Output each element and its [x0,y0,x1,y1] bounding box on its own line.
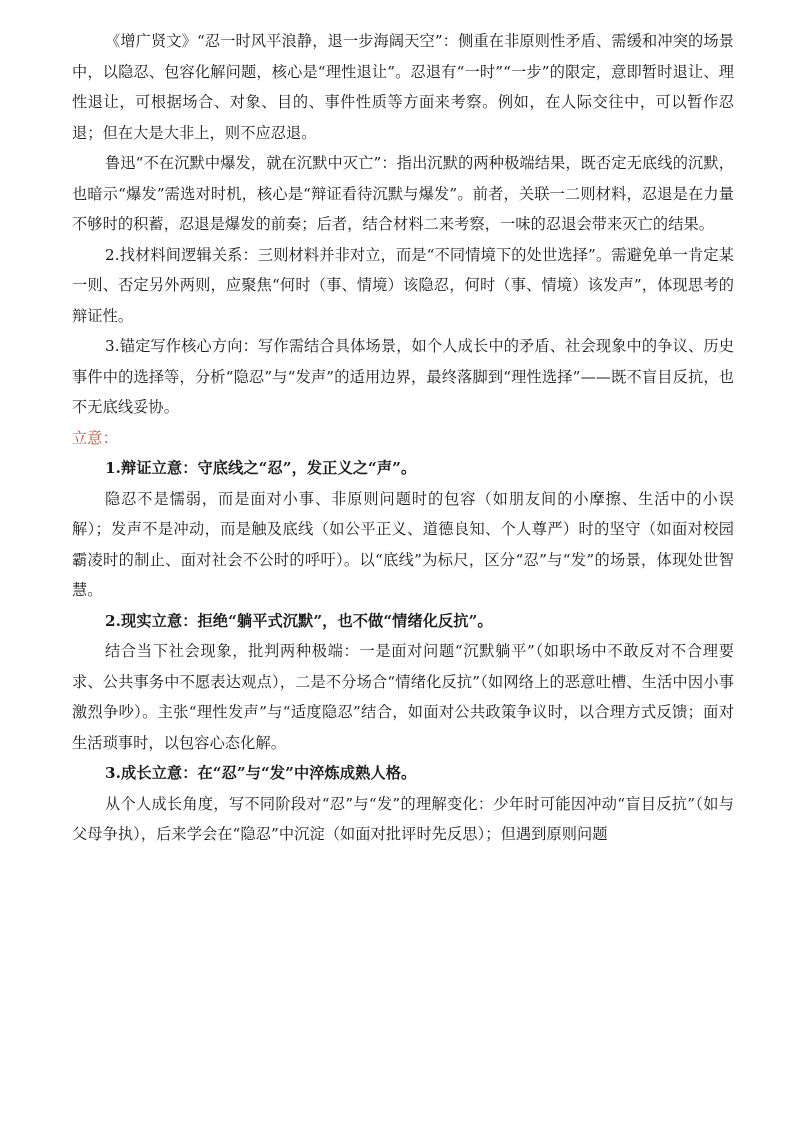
paragraph-zengguang: 《增广贤文》“忍一时风平浪静，退一步海阔天空”：侧重在非原则性矛盾、需缓和冲突的场景中，以隐忍、包容化解问题，核心是“理性退让”。忍退有“一时”“一步”的限定，意即暂时退让、理性退让，可根据场合、对象、目的、事件性质等方面来考察。例如，在人际交往中，可以暂作忍退；但在大是大非上，则不应忍退。 [72,32,734,142]
idea-body-dialectical: 隐忍不是懦弱，而是面对小事、非原则问题时的包容（如朋友间的小摩擦、生活中的小误解）；发声不是冲动，而是触及底线（如公平正义、道德良知、个人尊严）时的坚守（如面对校园霸凌时的制止、面对社会不公时的呼吁）。以“底线”为标尺，区分“忍”与“发”的场景，体现处世智慧。 [72,489,734,599]
idea-heading-growth: 3.成长立意：在“忍”与“发”中淬炼成熟人格。 [105,764,417,782]
paragraph-core-direction: 3.锚定写作核心方向：写作需结合具体场景，如个人成长中的矛盾、社会现象中的争议、历史事件中的选择等，分析“隐忍”与“发声”的适用边界，最终落脚到“理性选择”——既不盲目反抗，也不无底线妥协。 [72,337,734,416]
paragraph-luxun: 鲁迅“不在沉默中爆发，就在沉默中灭亡”：指出沉默的两种极端结果，既否定无底线的沉默，也暗示“爆发”需选对时机，核心是“辩证看待沉默与爆发”。前者，关联一二则材料，忍退是在力量不够时的积蓄，忍退是爆发的前奏；后者，结合材料二来考察，一味的忍退会带来灭亡的结果。 [72,154,734,233]
paragraph-logic-relation: 2.找材料间逻辑关系：三则材料并非对立，而是“不同情境下的处世选择”。需避免单一肯定某一则、否定另外两则，应聚焦“何时（事、情境）该隐忍，何时（事、情境）该发声”，体现思考的辩证性。 [72,245,734,325]
idea-heading-realistic: 2.现实立意：拒绝“躺平式沉默”，也不做“情绪化反抗”。 [105,611,493,630]
idea-heading-dialectical: 1.辩证立意：守底线之“忍”，发正义之“声”。 [105,459,417,477]
document-page [72,26,734,850]
idea-body-growth: 从个人成长角度，写不同阶段对“忍”与“发”的理解变化：少年时可能因冲动“盲目反抗”（如与父母争执），后来学会在“隐忍”中沉淀（如面对批评时先反思）；但遇到原则问题 [72,794,734,843]
section-label-liyi: 立意： [72,428,118,447]
idea-body-realistic: 结合当下社会现象，批判两种极端：一是面对问题“沉默躺平”（如职场中不敢反对不合理要求、公共事务中不愿表达观点），二是不分场合“情绪化反抗”（如网络上的恶意吐槽、生活中因小事激烈争吵）。主张“理性发声”与“适度隐忍”结合，如面对公共政策争议时，以合理方式反馈；面对生活琐事时，以包容心态化解。 [72,642,734,752]
